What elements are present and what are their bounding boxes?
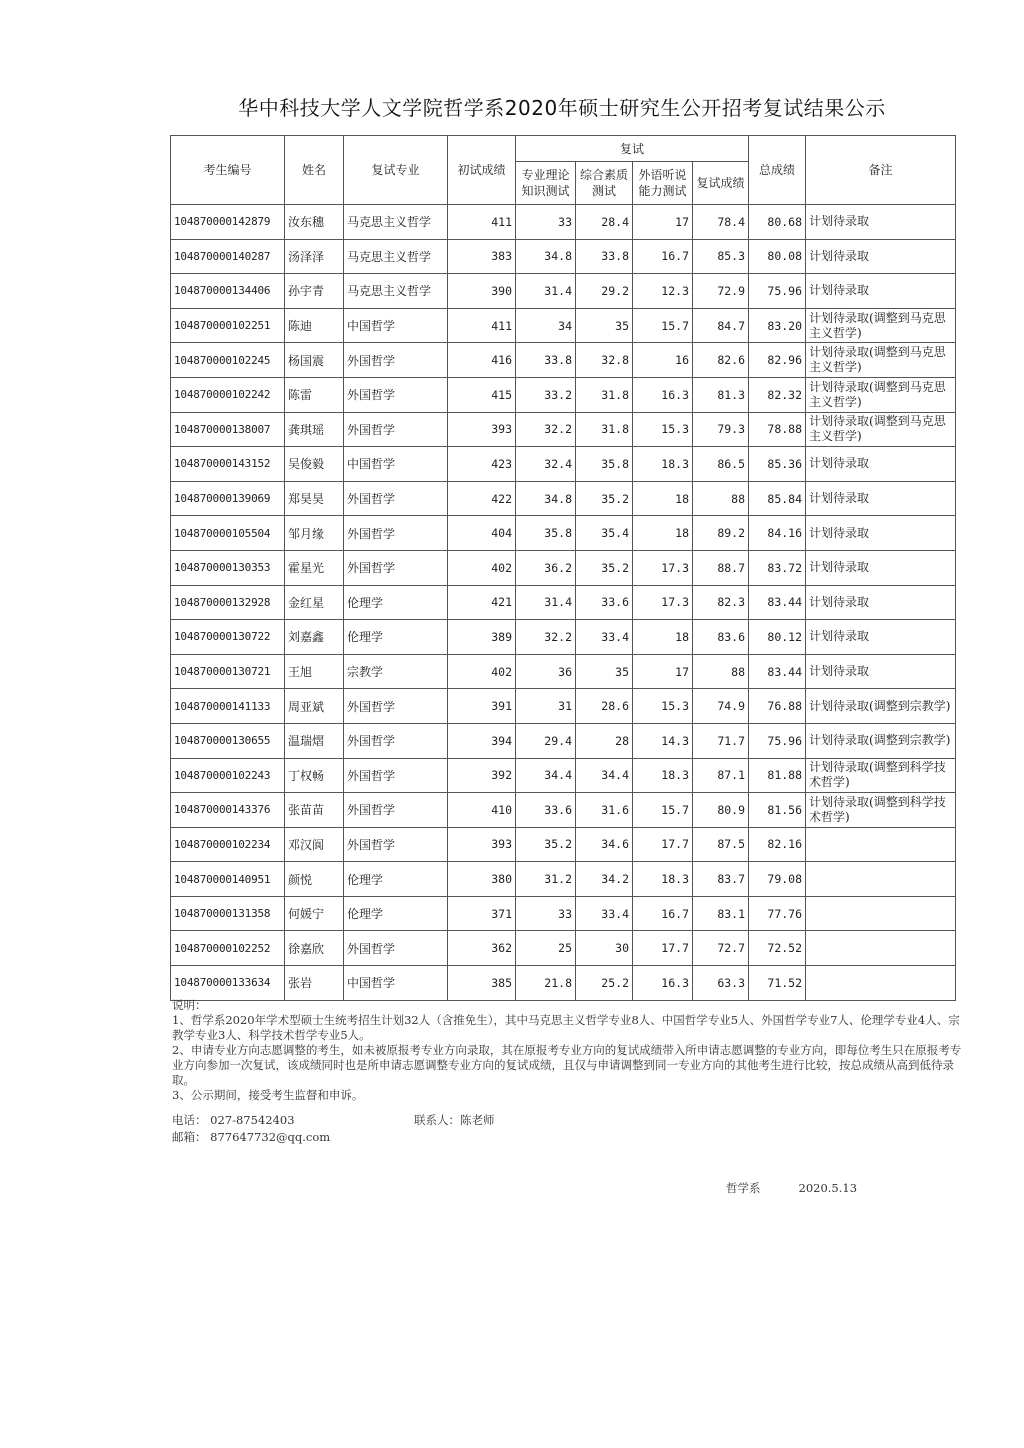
table-row (171, 205, 956, 240)
cell-exam-id: 104870000102251 (171, 308, 285, 343)
cell-quality: 33.4 (576, 896, 633, 931)
cell-exam-id: 104870000130721 (171, 654, 285, 689)
cell-exam-id: 104870000143376 (171, 793, 285, 828)
cell-theory: 21.8 (516, 966, 576, 1001)
cell-listening: 18.3 (633, 447, 693, 482)
header-remark: 备注 (806, 136, 956, 205)
cell-retest-score: 81.3 (693, 377, 749, 412)
cell-quality: 28 (576, 723, 633, 758)
cell-remark: 计划待录取 (806, 239, 956, 274)
cell-remark: 计划待录取 (806, 447, 956, 482)
cell-quality: 34.2 (576, 862, 633, 897)
header-quality: 综合素质测试 (576, 162, 633, 205)
cell-quality: 35.8 (576, 447, 633, 482)
cell-initial-score: 393 (448, 412, 516, 447)
table-row (171, 793, 956, 828)
cell-quality: 35 (576, 654, 633, 689)
cell-remark: 计划待录取(调整到马克思主义哲学) (806, 308, 956, 343)
table-row (171, 654, 956, 689)
cell-name: 张岩 (285, 966, 344, 1001)
cell-name: 汝东穗 (285, 205, 344, 240)
cell-major: 马克思主义哲学 (344, 274, 448, 309)
cell-major: 伦理学 (344, 620, 448, 655)
cell-name: 王旭 (285, 654, 344, 689)
cell-name: 温瑞熠 (285, 723, 344, 758)
cell-total: 83.72 (749, 550, 806, 585)
cell-listening: 12.3 (633, 274, 693, 309)
cell-major: 马克思主义哲学 (344, 239, 448, 274)
table-row (171, 412, 956, 447)
cell-listening: 17 (633, 205, 693, 240)
cell-quality: 31.8 (576, 377, 633, 412)
cell-initial-score: 402 (448, 550, 516, 585)
cell-theory: 29.4 (516, 723, 576, 758)
cell-retest-score: 72.9 (693, 274, 749, 309)
table-row (171, 274, 956, 309)
cell-theory: 36.2 (516, 550, 576, 585)
cell-exam-id: 104870000102243 (171, 758, 285, 793)
cell-total: 85.84 (749, 481, 806, 516)
cell-retest-score: 88 (693, 654, 749, 689)
cell-theory: 33.8 (516, 343, 576, 378)
cell-initial-score: 423 (448, 447, 516, 482)
cell-major: 宗教学 (344, 654, 448, 689)
cell-total: 80.12 (749, 620, 806, 655)
header-listening: 外语听说能力测试 (633, 162, 693, 205)
table-row (171, 827, 956, 862)
cell-theory: 32.4 (516, 447, 576, 482)
cell-exam-id: 104870000102245 (171, 343, 285, 378)
cell-major: 外国哲学 (344, 723, 448, 758)
cell-theory: 31.4 (516, 274, 576, 309)
cell-total: 82.16 (749, 827, 806, 862)
cell-listening: 17.7 (633, 931, 693, 966)
cell-initial-score: 385 (448, 966, 516, 1001)
cell-exam-id: 104870000140951 (171, 862, 285, 897)
table-row (171, 758, 956, 793)
cell-remark (806, 896, 956, 931)
cell-name: 颜悦 (285, 862, 344, 897)
cell-name: 金红星 (285, 585, 344, 620)
cell-retest-score: 79.3 (693, 412, 749, 447)
cell-listening: 15.3 (633, 412, 693, 447)
cell-exam-id: 104870000132928 (171, 585, 285, 620)
cell-initial-score: 404 (448, 516, 516, 551)
cell-total: 81.56 (749, 793, 806, 828)
signature-dept: 哲学系 (726, 1181, 761, 1195)
cell-exam-id: 104870000138007 (171, 412, 285, 447)
cell-quality: 32.8 (576, 343, 633, 378)
table-row (171, 447, 956, 482)
table-header (171, 136, 956, 205)
signature (726, 1180, 857, 1196)
cell-major: 外国哲学 (344, 689, 448, 724)
cell-initial-score: 402 (448, 654, 516, 689)
cell-major: 外国哲学 (344, 481, 448, 516)
cell-major: 伦理学 (344, 862, 448, 897)
cell-remark: 计划待录取 (806, 550, 956, 585)
cell-name: 邹月缘 (285, 516, 344, 551)
cell-initial-score: 362 (448, 931, 516, 966)
cell-listening: 17.7 (633, 827, 693, 862)
cell-exam-id: 104870000130722 (171, 620, 285, 655)
cell-quality: 31.6 (576, 793, 633, 828)
cell-total: 77.76 (749, 896, 806, 931)
cell-major: 中国哲学 (344, 308, 448, 343)
cell-retest-score: 83.1 (693, 896, 749, 931)
table-row (171, 308, 956, 343)
cell-listening: 16.7 (633, 239, 693, 274)
cell-remark: 计划待录取(调整到科学技术哲学) (806, 758, 956, 793)
cell-theory: 31.4 (516, 585, 576, 620)
cell-theory: 35.2 (516, 827, 576, 862)
cell-name: 丁权畅 (285, 758, 344, 793)
cell-theory: 32.2 (516, 412, 576, 447)
cell-exam-id: 104870000105504 (171, 516, 285, 551)
cell-retest-score: 87.1 (693, 758, 749, 793)
cell-name: 孙宇青 (285, 274, 344, 309)
table-row (171, 896, 956, 931)
cell-initial-score: 393 (448, 827, 516, 862)
table-row (171, 481, 956, 516)
table-row (171, 377, 956, 412)
cell-total: 83.44 (749, 585, 806, 620)
cell-retest-score: 82.6 (693, 343, 749, 378)
cell-listening: 18.3 (633, 758, 693, 793)
cell-remark (806, 931, 956, 966)
cell-exam-id: 104870000102252 (171, 931, 285, 966)
notes-heading: 说明： (172, 998, 207, 1012)
cell-total: 76.88 (749, 689, 806, 724)
cell-initial-score: 383 (448, 239, 516, 274)
table-row (171, 239, 956, 274)
cell-total: 80.08 (749, 239, 806, 274)
header-theory: 专业理论知识测试 (516, 162, 576, 205)
cell-name: 杨国震 (285, 343, 344, 378)
table-row (171, 585, 956, 620)
cell-theory: 33 (516, 896, 576, 931)
cell-theory: 33.6 (516, 793, 576, 828)
cell-listening: 15.7 (633, 308, 693, 343)
cell-major: 外国哲学 (344, 377, 448, 412)
cell-major: 外国哲学 (344, 550, 448, 585)
cell-retest-score: 88 (693, 481, 749, 516)
cell-listening: 15.3 (633, 689, 693, 724)
cell-name: 张苗苗 (285, 793, 344, 828)
cell-major: 外国哲学 (344, 793, 448, 828)
header-total: 总成绩 (749, 136, 806, 205)
header-initial-score: 初试成绩 (448, 136, 516, 205)
cell-listening: 14.3 (633, 723, 693, 758)
cell-exam-id: 104870000140287 (171, 239, 285, 274)
cell-retest-score: 85.3 (693, 239, 749, 274)
cell-total: 83.44 (749, 654, 806, 689)
cell-name: 徐嘉欣 (285, 931, 344, 966)
cell-name: 陈迪 (285, 308, 344, 343)
cell-listening: 17.3 (633, 585, 693, 620)
cell-retest-score: 82.3 (693, 585, 749, 620)
cell-exam-id: 104870000139069 (171, 481, 285, 516)
cell-retest-score: 72.7 (693, 931, 749, 966)
cell-total: 72.52 (749, 931, 806, 966)
table-row (171, 931, 956, 966)
cell-name: 汤泽泽 (285, 239, 344, 274)
cell-quality: 34.4 (576, 758, 633, 793)
cell-listening: 18 (633, 620, 693, 655)
cell-name: 何媛宁 (285, 896, 344, 931)
cell-theory: 33 (516, 205, 576, 240)
cell-exam-id: 104870000130655 (171, 723, 285, 758)
cell-initial-score: 416 (448, 343, 516, 378)
cell-major: 外国哲学 (344, 516, 448, 551)
cell-total: 71.52 (749, 966, 806, 1001)
table-row (171, 516, 956, 551)
cell-retest-score: 87.5 (693, 827, 749, 862)
cell-remark: 计划待录取 (806, 481, 956, 516)
cell-major: 外国哲学 (344, 827, 448, 862)
contact-section (172, 1112, 495, 1146)
cell-quality: 28.4 (576, 205, 633, 240)
cell-total: 82.96 (749, 343, 806, 378)
cell-remark: 计划待录取(调整到宗教学) (806, 689, 956, 724)
cell-quality: 29.2 (576, 274, 633, 309)
cell-exam-id: 104870000143152 (171, 447, 285, 482)
cell-name: 邓汉阆 (285, 827, 344, 862)
cell-retest-score: 71.7 (693, 723, 749, 758)
cell-listening: 18 (633, 516, 693, 551)
cell-major: 伦理学 (344, 896, 448, 931)
cell-initial-score: 422 (448, 481, 516, 516)
table-row (171, 620, 956, 655)
cell-remark: 计划待录取(调整到马克思主义哲学) (806, 343, 956, 378)
cell-initial-score: 394 (448, 723, 516, 758)
cell-initial-score: 389 (448, 620, 516, 655)
cell-name: 郑昊昊 (285, 481, 344, 516)
cell-exam-id: 104870000134406 (171, 274, 285, 309)
cell-listening: 16.3 (633, 966, 693, 1001)
cell-retest-score: 74.9 (693, 689, 749, 724)
cell-theory: 31.2 (516, 862, 576, 897)
cell-initial-score: 415 (448, 377, 516, 412)
cell-remark: 计划待录取 (806, 620, 956, 655)
notes-item-3: 3、公示期间，接受考生监督和申诉。 (172, 1088, 364, 1102)
cell-listening: 18.3 (633, 862, 693, 897)
contact-phone: 电话： 027-87542403 (172, 1113, 295, 1127)
cell-quality: 31.8 (576, 412, 633, 447)
cell-retest-score: 78.4 (693, 205, 749, 240)
cell-listening: 17 (633, 654, 693, 689)
header-retest-score: 复试成绩 (693, 162, 749, 205)
cell-retest-score: 83.7 (693, 862, 749, 897)
cell-theory: 34 (516, 308, 576, 343)
cell-quality: 35.4 (576, 516, 633, 551)
cell-theory: 31 (516, 689, 576, 724)
cell-quality: 33.8 (576, 239, 633, 274)
cell-quality: 35.2 (576, 550, 633, 585)
cell-major: 伦理学 (344, 585, 448, 620)
table-row (171, 966, 956, 1001)
cell-retest-score: 80.9 (693, 793, 749, 828)
cell-exam-id: 104870000142879 (171, 205, 285, 240)
cell-listening: 17.3 (633, 550, 693, 585)
cell-exam-id: 104870000131358 (171, 896, 285, 931)
cell-name: 霍星光 (285, 550, 344, 585)
cell-theory: 36 (516, 654, 576, 689)
cell-listening: 16.3 (633, 377, 693, 412)
cell-initial-score: 421 (448, 585, 516, 620)
table-row (171, 862, 956, 897)
cell-remark: 计划待录取(调整到科学技术哲学) (806, 793, 956, 828)
cell-total: 81.88 (749, 758, 806, 793)
cell-total: 85.36 (749, 447, 806, 482)
cell-remark: 计划待录取(调整到宗教学) (806, 723, 956, 758)
cell-remark: 计划待录取 (806, 274, 956, 309)
cell-major: 外国哲学 (344, 931, 448, 966)
cell-remark (806, 827, 956, 862)
cell-retest-score: 86.5 (693, 447, 749, 482)
cell-quality: 35 (576, 308, 633, 343)
cell-total: 84.16 (749, 516, 806, 551)
cell-remark: 计划待录取 (806, 654, 956, 689)
cell-name: 吴俊毅 (285, 447, 344, 482)
cell-total: 80.68 (749, 205, 806, 240)
cell-remark: 计划待录取 (806, 516, 956, 551)
cell-listening: 18 (633, 481, 693, 516)
cell-theory: 34.8 (516, 239, 576, 274)
notes-section (172, 998, 962, 1103)
cell-initial-score: 410 (448, 793, 516, 828)
cell-initial-score: 411 (448, 308, 516, 343)
cell-theory: 34.8 (516, 481, 576, 516)
cell-remark: 计划待录取 (806, 585, 956, 620)
cell-quality: 34.6 (576, 827, 633, 862)
header-retest-group: 复试 (516, 136, 749, 162)
table-row (171, 343, 956, 378)
table-row (171, 723, 956, 758)
cell-quality: 28.6 (576, 689, 633, 724)
cell-initial-score: 411 (448, 205, 516, 240)
cell-total: 79.08 (749, 862, 806, 897)
cell-total: 75.96 (749, 274, 806, 309)
cell-quality: 30 (576, 931, 633, 966)
cell-total: 75.96 (749, 723, 806, 758)
cell-initial-score: 391 (448, 689, 516, 724)
cell-exam-id: 104870000133634 (171, 966, 285, 1001)
cell-retest-score: 63.3 (693, 966, 749, 1001)
cell-listening: 16.7 (633, 896, 693, 931)
cell-quality: 33.4 (576, 620, 633, 655)
cell-name: 龚琪瑶 (285, 412, 344, 447)
cell-remark (806, 966, 956, 1001)
cell-quality: 35.2 (576, 481, 633, 516)
cell-remark (806, 862, 956, 897)
cell-theory: 25 (516, 931, 576, 966)
cell-major: 外国哲学 (344, 412, 448, 447)
notes-item-2: 2、申请专业方向志愿调整的考生，如未被原报考专业方向录取，其在原报考专业方向的复试成绩带入所申请志愿调整的专业方向，即每位考生只在原报考专业方向参加一次复试，该成绩同时也是所申请志愿调整专业方向的复试成绩，且仅与申请调整到同一专业方向的其他考生进行比较，按总成绩从高到低待录取。 (172, 1043, 962, 1087)
cell-total: 82.32 (749, 377, 806, 412)
cell-initial-score: 371 (448, 896, 516, 931)
header-major: 复试专业 (344, 136, 448, 205)
header-name: 姓名 (285, 136, 344, 205)
contact-person: 联系人：陈老师 (414, 1113, 495, 1127)
header-exam-id: 考生编号 (171, 136, 285, 205)
cell-listening: 16 (633, 343, 693, 378)
cell-theory: 34.4 (516, 758, 576, 793)
cell-remark: 计划待录取 (806, 205, 956, 240)
cell-initial-score: 390 (448, 274, 516, 309)
cell-quality: 25.2 (576, 966, 633, 1001)
page-title: 华中科技大学人文学院哲学系2020年硕士研究生公开招考复试结果公示 (238, 96, 886, 120)
cell-exam-id: 104870000102234 (171, 827, 285, 862)
cell-major: 外国哲学 (344, 343, 448, 378)
cell-theory: 33.2 (516, 377, 576, 412)
table-body (171, 205, 956, 1001)
cell-exam-id: 104870000141133 (171, 689, 285, 724)
contact-email: 邮箱： 877647732@qq.com (172, 1130, 331, 1144)
cell-exam-id: 104870000102242 (171, 377, 285, 412)
cell-major: 中国哲学 (344, 966, 448, 1001)
cell-listening: 15.7 (633, 793, 693, 828)
cell-retest-score: 84.7 (693, 308, 749, 343)
cell-retest-score: 83.6 (693, 620, 749, 655)
cell-exam-id: 104870000130353 (171, 550, 285, 585)
results-table (170, 135, 956, 1001)
cell-initial-score: 392 (448, 758, 516, 793)
cell-initial-score: 380 (448, 862, 516, 897)
cell-remark: 计划待录取(调整到马克思主义哲学) (806, 377, 956, 412)
cell-major: 中国哲学 (344, 447, 448, 482)
cell-major: 外国哲学 (344, 758, 448, 793)
cell-theory: 32.2 (516, 620, 576, 655)
signature-date: 2020.5.13 (798, 1181, 858, 1195)
cell-total: 78.88 (749, 412, 806, 447)
cell-theory: 35.8 (516, 516, 576, 551)
cell-total: 83.20 (749, 308, 806, 343)
cell-quality: 33.6 (576, 585, 633, 620)
cell-name: 周亚斌 (285, 689, 344, 724)
notes-item-1: 1、哲学系2020年学术型硕士生统考招生计划32人（含推免生），其中马克思主义哲学专业8人、中国哲学专业5人、外国哲学专业7人、伦理学专业4人、宗教学专业3人、科学技术哲学专业5人。 (172, 1013, 960, 1042)
cell-retest-score: 89.2 (693, 516, 749, 551)
table-row (171, 550, 956, 585)
cell-name: 刘嘉鑫 (285, 620, 344, 655)
table-row (171, 689, 956, 724)
cell-retest-score: 88.7 (693, 550, 749, 585)
cell-name: 陈雷 (285, 377, 344, 412)
cell-remark: 计划待录取(调整到马克思主义哲学) (806, 412, 956, 447)
cell-major: 马克思主义哲学 (344, 205, 448, 240)
